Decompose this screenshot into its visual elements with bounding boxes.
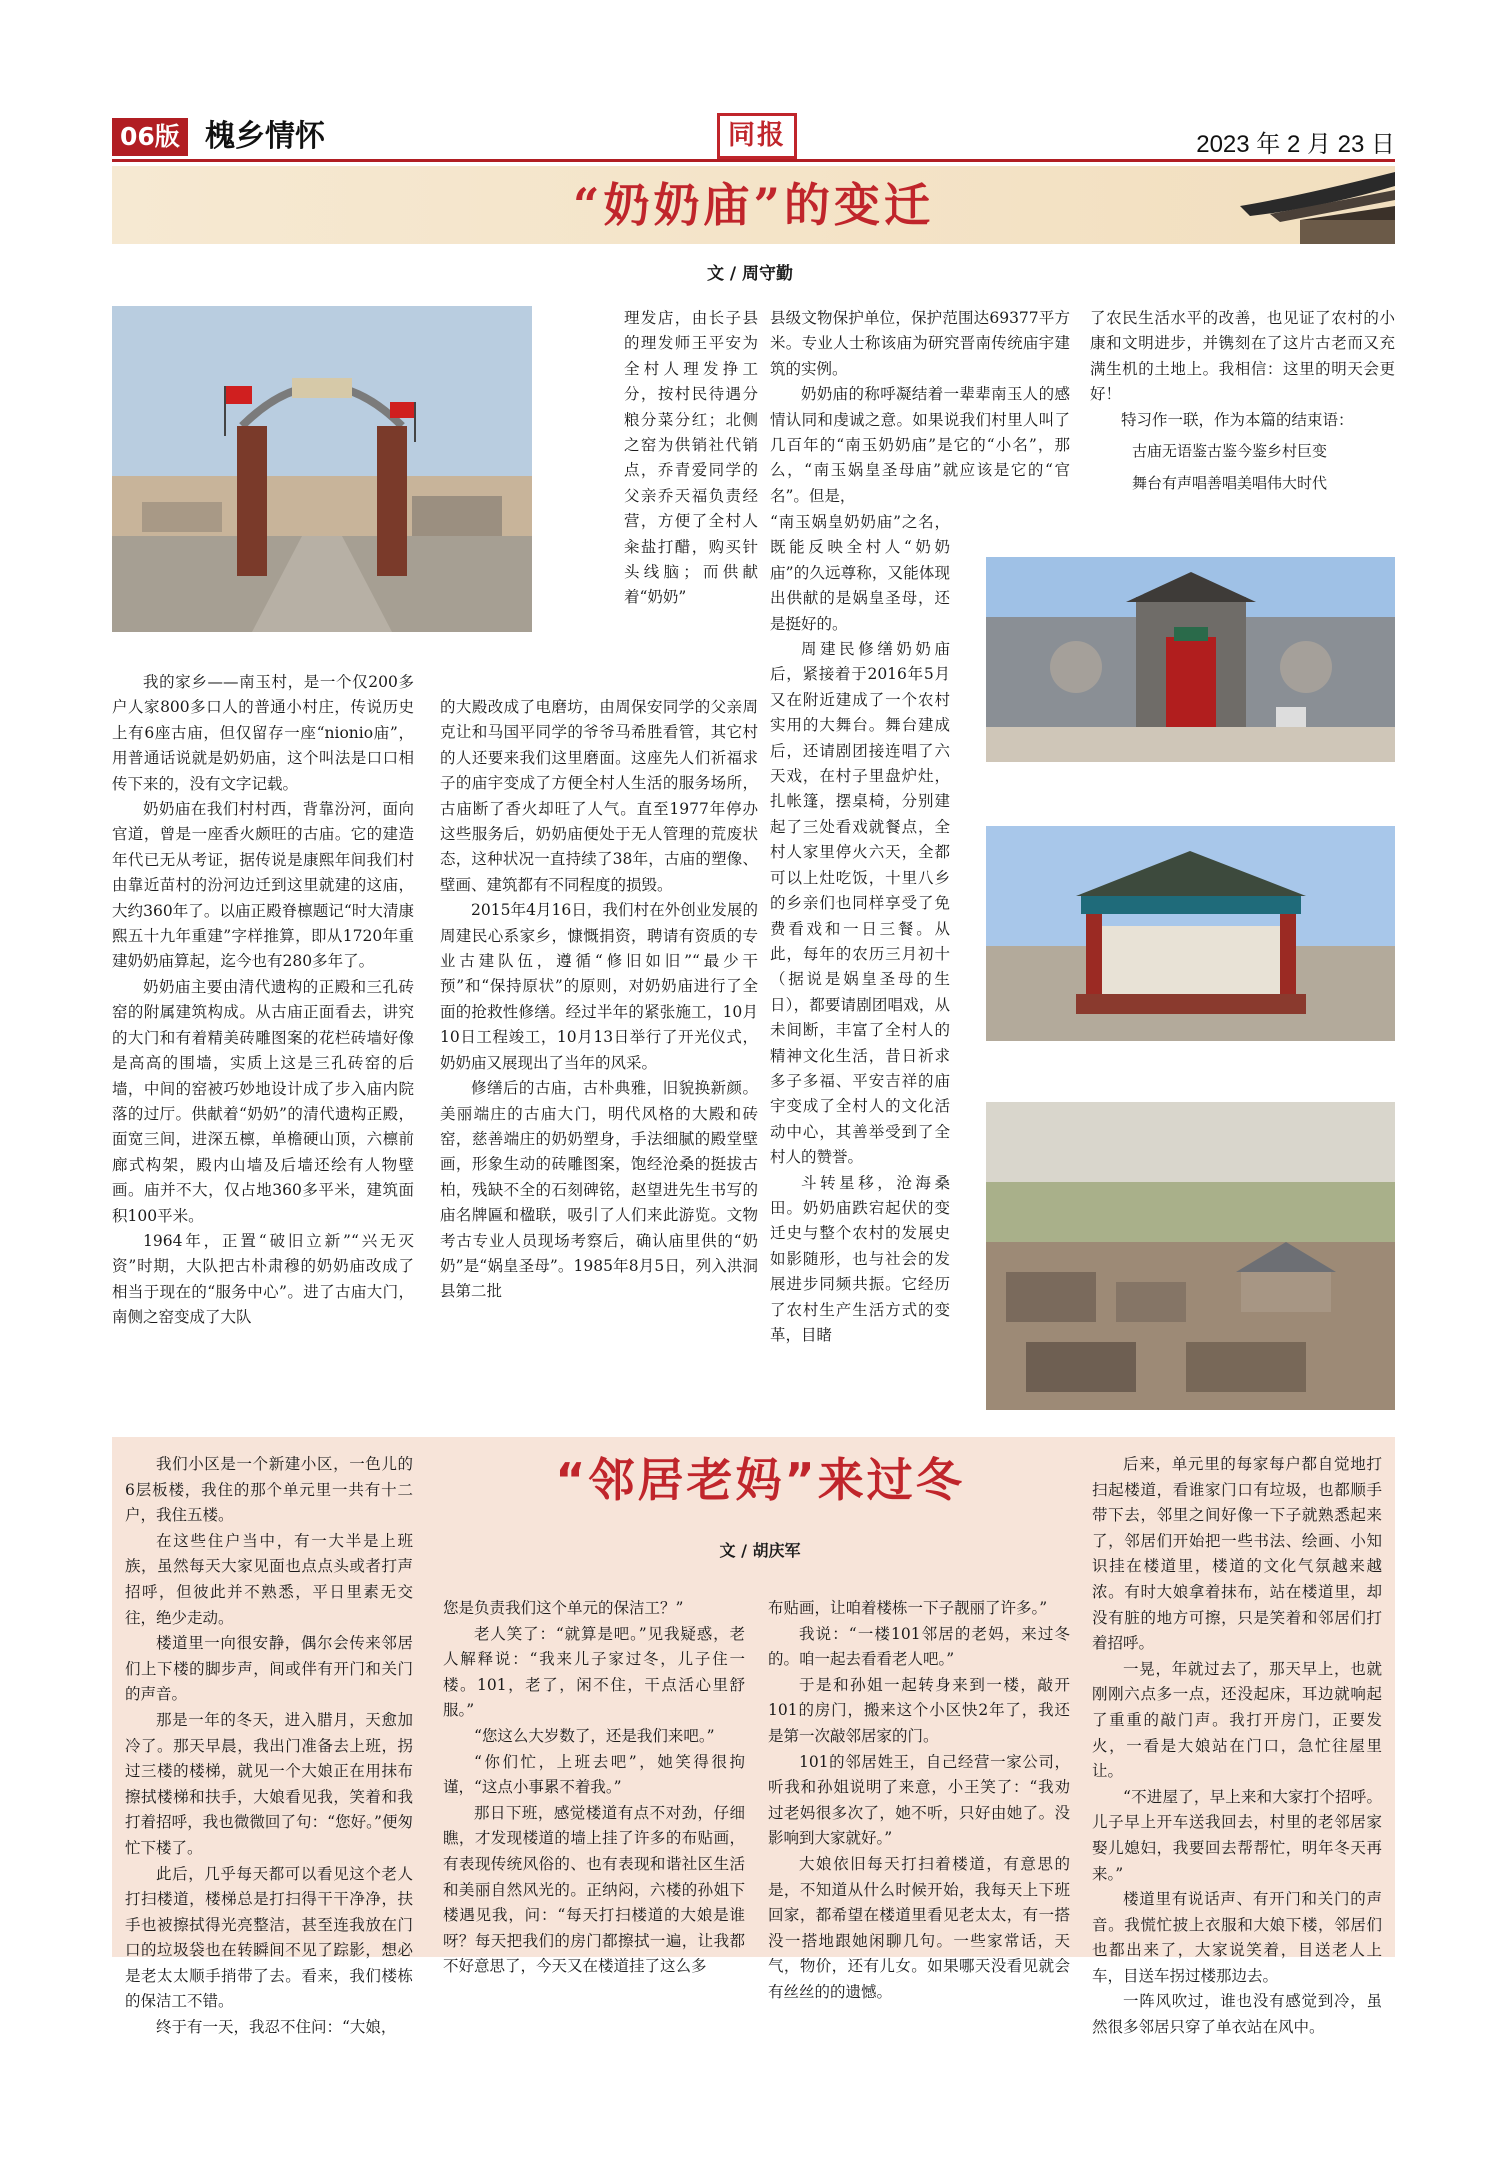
paragraph: 您是负责我们这个单元的保洁工？” bbox=[443, 1599, 684, 1617]
paragraph: “不进屋了，早上来和大家打个招呼。儿子早上开车送我回去，村里的老邻居家娶儿媳妇，我要回去帮帮忙，明年冬天再来。” bbox=[1092, 1787, 1382, 1883]
article1-column3-top bbox=[770, 306, 1070, 511]
stage-photo bbox=[986, 826, 1395, 1041]
paragraph: 我的家乡——南玉村，是一个仅200多户人家800多口人的普通小村庄，传说历史上有6座古庙，但仅留存一座“nionio庙”，用普通话说就是奶奶庙，这个叫法是口口相传下来的，没有文字记载。 bbox=[112, 673, 414, 793]
article1-column1 bbox=[112, 670, 414, 1430]
paragraph: 周建民修缮奶奶庙后，紧接着于2016年5月又在附近建成了一个农村实用的大舞台。舞台建成后，还请剧团接连唱了六天戏，在村子里盘炉灶，扎帐篷，摆桌椅，分别建起了三处看戏就餐点，全村人家里停火六天，全都可以上灶吃饭，十里八乡的乡亲们也同样享受了免费看戏和一日三餐。从此，每年的农历三月初十（据说是娲皇圣母的生日），都要请剧团唱戏，从未间断，丰富了全村人的精神文化生活，昔日祈求多子多福、平安吉祥的庙宇变成了全村人的文化活动中心，其善举受到了全村人的赞誉。 bbox=[770, 640, 950, 1167]
paragraph: 那是一年的冬天，进入腊月，天愈加冷了。那天早晨，我出门准备去上班，拐过三楼的楼梯，就见一个大娘正在用抹布擦拭楼梯和扶手，大娘看见我，笑着和我打着招呼，我也微微回了句：“您好。”便匆忙下楼了。 bbox=[125, 1710, 413, 1857]
paragraph: 我们小区是一个新建小区，一色儿的6层板楼，我住的那个单元里一共有十二户，我住五楼。 bbox=[125, 1455, 413, 1525]
village-gate-photo bbox=[112, 306, 532, 632]
paragraph: “您这么大岁数了，还是我们来吧。” bbox=[474, 1726, 715, 1745]
paragraph: 后来，单元里的每家每户都自觉地打扫起楼道，看谁家门口有垃圾，也都顺手带下去，邻里之间好像一下子就熟悉起来了，邻居们开始把一些书法、绘画、小知识挂在楼道里，楼道的文化气氛越来越浓。有时大娘拿着抹布，站在楼道里，却没有脏的地方可擦，只是笑着和邻居们打着招呼。 bbox=[1092, 1455, 1382, 1653]
article2-column1 bbox=[125, 1452, 413, 2037]
paragraph: 2015年4月16日，我们村在外创业发展的周建民心系家乡，慷慨捐资，聘请有资质的专业古建队伍，遵循“修旧如旧”“最少干预”和“保持原状”的原则，对奶奶庙进行了全面的抢救性修缮。经过半年的紧张施工，10月10日工程竣工，10月13日举行了开光仪式，奶奶庙又展现出了当年的风采。 bbox=[440, 901, 758, 1072]
paragraph: 特习作一联，作为本篇的结束语： bbox=[1121, 410, 1354, 429]
article1-column2-top bbox=[624, 306, 758, 676]
paragraph: 我说：“一楼101邻居的老妈，来过冬的。咱一起去看看老人吧。” bbox=[768, 1624, 1070, 1669]
paragraph: 101的邻居姓王，自己经营一家公司，听我和孙姐说明了来意，小王笑了：“我劝过老妈很多次了，她不听，只好由她了。没影响到大家就好。” bbox=[768, 1752, 1070, 1848]
article1-byline: 文 / 周守勤 bbox=[706, 264, 794, 284]
article1-column2 bbox=[440, 695, 758, 1430]
couplet-line-2: 舞台有声唱善唱美唱伟大时代 bbox=[1132, 474, 1328, 493]
article2-column2 bbox=[443, 1596, 745, 1976]
paragraph: 斗转星移，沧海桑田。奶奶庙跌宕起伏的变迁史与整个农村的发展史如影随形，也与社会的发展进步同频共振。它经历了农村生产生活方式的变革，目睹 bbox=[770, 1173, 950, 1344]
paragraph: 大娘依旧每天打扫着楼道，有意思的是，不知道从什么时候开始，我每天上下班回家，都希望在楼道里看见老太太，有一搭没一搭地跟她闲聊几句。一些家常话，天气，物价，还有儿女。如果哪天没看见就会有丝丝的的遗憾。 bbox=[768, 1854, 1070, 2001]
paragraph: “南玉娲皇奶奶庙”之名，既能反映全村人“奶奶庙”的久远尊称，又能体现出供献的是娲皇圣母，还是挺好的。 bbox=[770, 513, 950, 633]
paragraph: 理发店，由长子县的理发师王平安为全村人理发挣工分，按村民待遇分粮分菜分红；北侧之窑为供销社代销点，乔青爱同学的父亲乔天福负责经营，方便了全村人籴盐打醋，购买针头线脑；而供献着“奶奶” bbox=[624, 309, 758, 607]
paragraph: 在这些住户当中，有一大半是上班族，虽然每天大家见面也点点头或者打声招呼，但彼此并不熟悉，平日里素无交往，绝少走动。 bbox=[125, 1531, 413, 1627]
paragraph: 那日下班，感觉楼道有点不对劲，仔细瞧，才发现楼道的墙上挂了许多的布贴画，有表现传统风俗的、也有表现和谐社区生活和美丽自然风光的。正纳闷，六楼的孙姐下楼遇见我，问：“每天打扫楼道的大娘是谁呀？每天把我们的房门都擦拭一遍，让我都不好意思了，今天又在楼道挂了这么多 bbox=[443, 1803, 745, 1976]
temple-gate-photo bbox=[986, 557, 1395, 762]
village-aerial-photo bbox=[986, 1102, 1395, 1410]
paragraph: 一晃，年就过去了，那天早上，也就刚刚六点多一点，还没起床，耳边就响起了重重的敲门声。我打开房门，正要发火，一看是大娘站在门口，急忙往屋里让。 bbox=[1092, 1659, 1382, 1781]
paragraph: 的大殿改成了电磨坊，由周保安同学的父亲周克让和马国平同学的爷爷马希胜看管，其它村的人还要来我们这里磨面。这座先人们祈福求子的庙宇变成了方便全村人生活的服务场所，古庙断了香火却旺了人气。直至1977年停办这些服务后，奶奶庙便处于无人管理的荒废状态，这种状况一直持续了38年，古庙的塑像、壁画、建筑都有不同程度的损毁。 bbox=[440, 698, 758, 894]
paragraph: 了农民生活水平的改善，也见证了农村的小康和文明进步，并镌刻在了这片古老而又充满生机的土地上。我相信：这里的明天会更好！ bbox=[1090, 309, 1395, 404]
header-rule bbox=[112, 159, 1395, 162]
paragraph: 楼道里一向很安静，偶尔会传来邻居们上下楼的脚步声，间或伴有开门和关门的声音。 bbox=[125, 1634, 413, 1704]
paragraph: 楼道里有说话声、有开门和关门的声音。我慌忙披上衣服和大娘下楼，邻居们也都出来了，大家说笑着，目送老人上车，目送车拐过楼那边去。 bbox=[1092, 1890, 1382, 1985]
page-number: 06版 bbox=[112, 118, 188, 156]
paragraph: 于是和孙姐一起转身来到一楼，敲开101的房门，搬来这个小区快2年了，我还是第一次敲邻居家的门。 bbox=[768, 1675, 1070, 1745]
paragraph: 县级文物保护单位，保护范围达69377平方米。专业人士称该庙为研究晋南传统庙宇建筑的实例。 bbox=[770, 309, 1070, 378]
issue-date: 2023 年 2 月 23 日 bbox=[1196, 131, 1395, 158]
article1-column4 bbox=[1090, 306, 1395, 536]
temple-eave-icon bbox=[1240, 166, 1395, 244]
paragraph: 奶奶庙在我们村村西，背靠汾河，面向官道，曾是一座香火颇旺的古庙。它的建造年代已无从考证，据传说是康熙年间我们村由靠近苗村的汾河边迁到这里就建的这庙，大约360年了。以庙正殿脊檩题记“时大清康熙五十九年重建”字样推算，即从1720年重建奶奶庙算起，迄今也有280多年了。 bbox=[112, 800, 414, 971]
masthead-logo: 同报 bbox=[717, 113, 797, 159]
couplet bbox=[1090, 435, 1395, 499]
paragraph: 终于有一天，我忍不住问：“大娘， bbox=[156, 2018, 397, 2037]
article1-column3 bbox=[770, 510, 950, 1430]
section-title: 槐乡情怀 bbox=[205, 119, 325, 154]
paragraph: 奶奶庙主要由清代遗构的正殿和三孔砖窑的附属建筑构成。从古庙正面看去，讲究的大门和有着精美砖雕图案的花栏砖墙好像是高高的围墙，实质上这是三孔砖窑的后墙，中间的窑被巧妙地设计成了步入庙内院落的过厅。供献着“奶奶”的清代遗构正殿，面宽三间，进深五檩，单檐硬山顶，六檩前廊式构架，殿内山墙及后墙还绘有人物壁画。庙并不大，仅占地360多平米，建筑面积100平米。 bbox=[112, 977, 414, 1225]
article1-title: “奶奶庙”的变迁 bbox=[573, 178, 934, 232]
article2-byline: 文 / 胡庆军 bbox=[719, 1541, 801, 1560]
article2-column4 bbox=[1092, 1452, 1382, 2037]
paragraph: 一阵风吹过，谁也没有感觉到冷，虽然很多邻居只穿了单衣站在风中。 bbox=[1092, 1992, 1382, 2037]
paragraph: 老人笑了：“就算是吧。”见我疑惑，老人解释说：“我来儿子家过冬，儿子住一楼。101，老了，闲不住，干点活心里舒服。” bbox=[443, 1624, 745, 1720]
paragraph: 修缮后的古庙，古朴典雅，旧貌换新颜。美丽端庄的古庙大门，明代风格的大殿和砖窑，慈善端庄的奶奶塑身，手法细腻的殿堂壁画，形象生动的砖雕图案，饱经沧桑的挺拔古柏，残缺不全的石刻碑铭，赵望进先生书写的庙名牌匾和楹联，吸引了人们来此游览。文物考古专业人员现场考察后，确认庙里供的“奶奶”是“娲皇圣母”。1985年8月5日，列入洪洞县第二批 bbox=[440, 1079, 758, 1301]
couplet-line-1: 古庙无语鉴古鉴今鉴乡村巨变 bbox=[1132, 442, 1328, 461]
paragraph: 此后，几乎每天都可以看见这个老人打扫楼道，楼梯总是打扫得干干净净，扶手也被擦拭得光亮整洁，甚至连我放在门口的垃圾袋也在转瞬间不见了踪影，想必是老太太顺手捎带了去。看来，我们楼栋的保洁工不错。 bbox=[125, 1864, 413, 2011]
paragraph: 1964年，正置“破旧立新”“兴无灭资”时期，大队把古朴肃穆的奶奶庙改成了相当于现在的“服务中心”。进了古庙大门，南侧之窑变成了大队 bbox=[112, 1231, 414, 1327]
article2-column3 bbox=[768, 1596, 1070, 2001]
paragraph: 奶奶庙的称呼凝结着一辈辈南玉人的感情认同和虔诚之意。如果说我们村里人叫了几百年的“南玉奶奶庙”是它的“小名”，那么，“南玉娲皇圣母庙”就应该是它的“官名”。但是， bbox=[770, 385, 1070, 505]
paragraph: “你们忙，上班去吧”，她笑得很拘谨，“这点小事累不着我。” bbox=[443, 1752, 745, 1797]
article2-title: “邻居老妈”来过冬 bbox=[555, 1453, 965, 1507]
paragraph: 布贴画，让咱着楼栋一下子靓丽了许多。” bbox=[768, 1599, 1048, 1617]
